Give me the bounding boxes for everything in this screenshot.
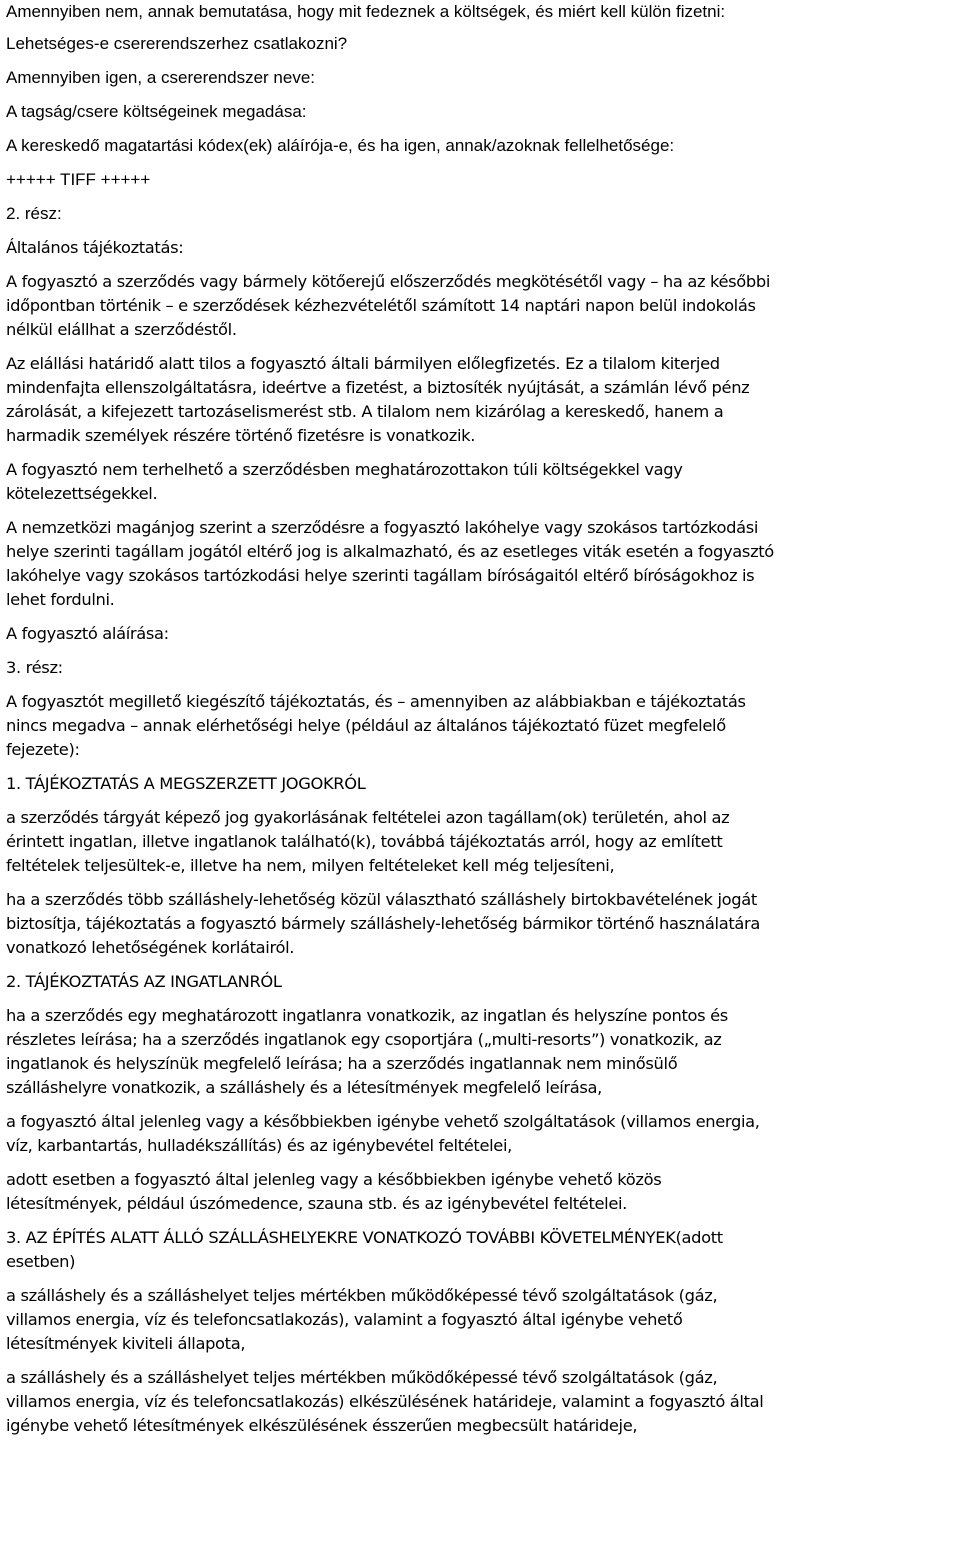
section-subheading: Általános tájékoztatás: (6, 238, 184, 257)
paragraph-line: érintett ingatlan, illetve ingatlanok található(k), továbbá tájékoztatás arról, hogy az említett (6, 832, 723, 851)
paragraph-line: nincs megadva – annak elérhetőségi helye (például az általános tájékoztató füzet megfelelő (6, 716, 726, 735)
paragraph-line: ha a szerződés több szálláshely-lehetőség közül választható szálláshely birtokbavételének jogát (6, 890, 757, 909)
paragraph-line: villamos energia, víz és telefoncsatlakozás) elkészülésének határideje, valamint a fogyasztó által (6, 1392, 764, 1411)
document-page (6, 0, 954, 1438)
paragraph-line: esetben) (6, 1252, 76, 1271)
signature-label: A fogyasztó aláírása: (6, 624, 169, 643)
paragraph-line: fejezete): (6, 740, 80, 759)
section-heading: 2. rész: (6, 204, 62, 223)
paragraph-line: adott esetben a fogyasztó által jelenleg vagy a későbbiekben igénybe vehető közös (6, 1170, 662, 1189)
paragraph-line: harmadik személyek részére történő fizetésre is vonatkozik. (6, 426, 476, 445)
paragraph-line: mindenfajta ellenszolgáltatásra, ideértve a fizetést, a biztosíték nyújtását, a számlán lévő pénz (6, 378, 750, 397)
paragraph-line: ingatlanok és helyszínük megfelelő leírása; ha a szerződés ingatlannak nem minősülő (6, 1054, 678, 1073)
paragraph-line: víz, karbantartás, hulladékszállítás) és az igénybevétel feltételei, (6, 1136, 512, 1155)
paragraph-line: villamos energia, víz és telefoncsatlakozás), valamint a fogyasztó által igénybe vehető (6, 1310, 683, 1329)
paragraph-line: A fogyasztó nem terhelhető a szerződésben meghatározottakon túli költségekkel vagy (6, 460, 683, 479)
section-subheading: 3. AZ ÉPÍTÉS ALATT ÁLLÓ SZÁLLÁSHELYEKRE VONATKOZÓ TOVÁBBI KÖVETELMÉNYEK(adott (6, 1228, 723, 1247)
text-line: Amennyiben nem, annak bemutatása, hogy mit fedeznek a költségek, és miért kell külön fizetni: (6, 2, 726, 21)
text-line: Lehetséges-e csererendszerhez csatlakozni? (6, 34, 348, 53)
paragraph-line: a szálláshely és a szálláshelyet teljes mértékben működőképessé tévő szolgáltatások (gáz, (6, 1368, 718, 1387)
paragraph-line: szálláshelyre vonatkozik, a szálláshely és a létesítmények megfelelő leírása, (6, 1078, 602, 1097)
paragraph-line: feltételek teljesültek-e, illetve ha nem, milyen feltételeket kell még teljesíteni, (6, 856, 615, 875)
paragraph-line: igénybe vehető létesítmények elkészülésének ésszerűen megbecsült határideje, (6, 1416, 638, 1435)
paragraph-line: Az elállási határidő alatt tilos a fogyasztó általi bármilyen előlegfizetés. Ez a tilalom kiterjed (6, 354, 720, 373)
paragraph-line: A fogyasztó a szerződés vagy bármely kötőerejű előszerződés megkötésétől vagy – ha az későbbi (6, 272, 771, 291)
paragraph-line: létesítmények kiviteli állapota, (6, 1334, 246, 1353)
section-subheading: 2. TÁJÉKOZTATÁS AZ INGATLANRÓL (6, 972, 282, 991)
paragraph-line: lakóhelye vagy szokásos tartózkodási helye szerinti tagállam bíróságaitól eltérő bíróságokhoz is (6, 566, 755, 585)
paragraph-line: nélkül elállhat a szerződéstől. (6, 320, 237, 339)
paragraph-line: A nemzetközi magánjog szerint a szerződésre a fogyasztó lakóhelye vagy szokásos tartózkodási (6, 518, 759, 537)
paragraph-line: a fogyasztó által jelenleg vagy a későbbiekben igénybe vehető szolgáltatások (villamos energia, (6, 1112, 760, 1131)
paragraph-line: részletes leírása; ha a szerződés ingatlanok egy csoportjára („multi-resorts”) vonatkozik, az (6, 1030, 722, 1049)
paragraph-line: ha a szerződés egy meghatározott ingatlanra vonatkozik, az ingatlan és helyszíne pontos és (6, 1006, 728, 1025)
paragraph-line: a szálláshely és a szálláshelyet teljes mértékben működőképessé tévő szolgáltatások (gáz, (6, 1286, 718, 1305)
text-line: Amennyiben igen, a csererendszer neve: (6, 68, 316, 87)
paragraph-line: időpontban történik – e szerződések kézhezvételétől számított 14 naptári napon belül indokolás (6, 296, 756, 315)
text-line: A kereskedő magatartási kódex(ek) aláírója-e, és ha igen, annak/azoknak fellelhetősége: (6, 136, 675, 155)
text-line: +++++ TIFF +++++ (6, 170, 151, 189)
paragraph-line: A fogyasztót megillető kiegészítő tájékoztatás, és – amennyiben az alábbiakban e tájékoztatás (6, 692, 746, 711)
paragraph-line: kötelezettségekkel. (6, 484, 158, 503)
section-subheading: 1. TÁJÉKOZTATÁS A MEGSZERZETT JOGOKRÓL (6, 774, 366, 793)
paragraph-line: lehet fordulni. (6, 590, 115, 609)
paragraph-line: helye szerinti tagállam jogától eltérő jog is alkalmazható, és az esetleges viták esetén a fogyasztó (6, 542, 774, 561)
paragraph-line: biztosítja, tájékoztatás a fogyasztó bármely szálláshely-lehetőség bármikor történő használatára (6, 914, 760, 933)
paragraph-line: létesítmények, például úszómedence, szauna stb. és az igénybevétel feltételei. (6, 1194, 628, 1213)
section-heading: 3. rész: (6, 658, 63, 677)
text-line: A tagság/csere költségeinek megadása: (6, 102, 307, 121)
paragraph-line: zárolását, a kifejezett tartozáselismerést stb. A tilalom nem kizárólag a kereskedő, hanem a (6, 402, 724, 421)
paragraph-line: a szerződés tárgyát képező jog gyakorlásának feltételei azon tagállam(ok) területén, ahol az (6, 808, 730, 827)
paragraph-line: vonatkozó lehetőségének korlátairól. (6, 938, 295, 957)
